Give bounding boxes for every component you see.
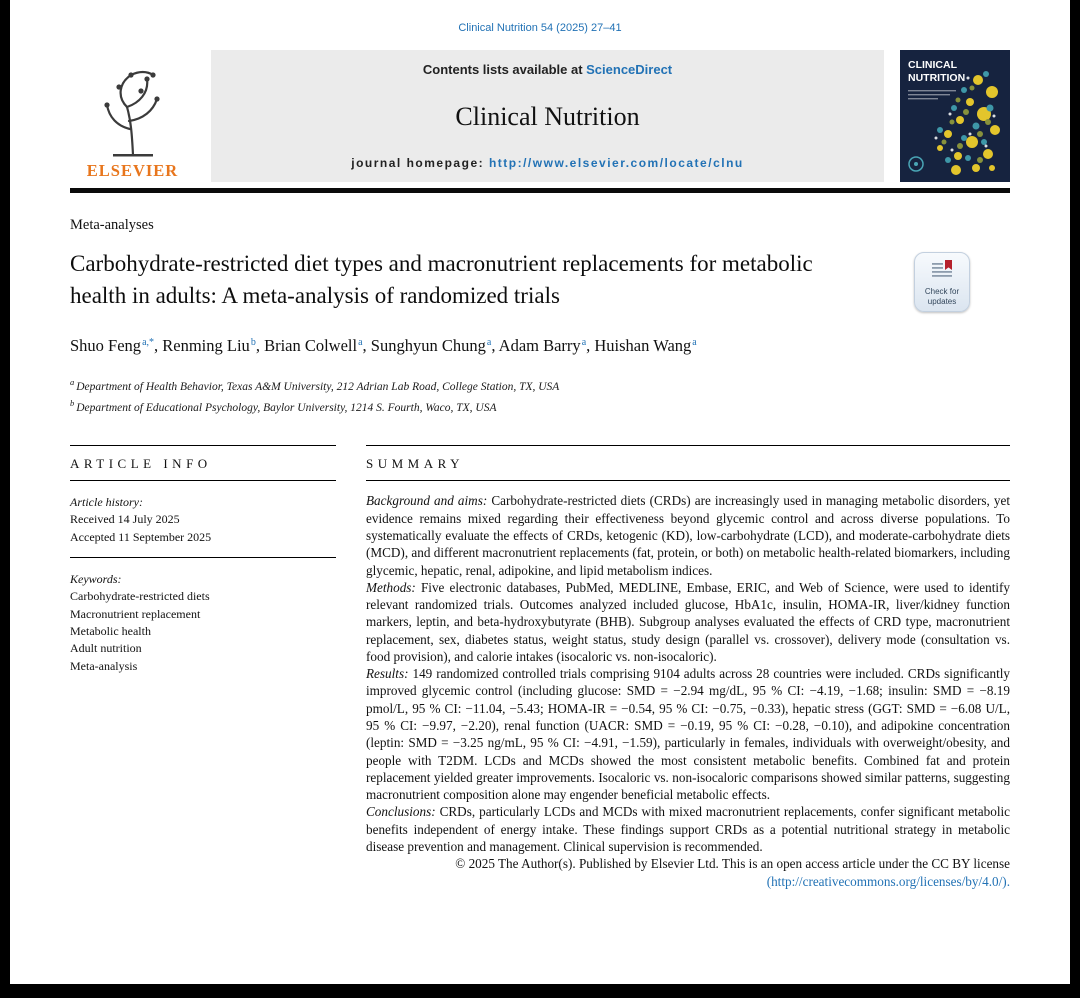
author-affiliation-marker: a [486,336,492,348]
author-affiliation-marker: a,* [142,336,155,348]
paragraph-text: 149 randomized controlled trials comprising 9104 adults across 28 countries were included. CRDs significantly improved glycemic control (including glucose: SMD = −2.94 mg/dL, 95 % CI: −4.19, −1.68; insulin: SMD = −8.19 pmol/L, 95 % CI: −11.04, −5.43; HOMA-IR = −0.54, 95 % CI: −0.75, −0.33), hepatic stress (GGT: SMD = −6.08 U/L, 95 % CI: −9.97, −2.20), renal function (UACR: SMD = −0.19, 95 % CI: −0.28, −0.10), and adipokine concentration (leptin: SMD = −3.25 ng/mL, 95 % CI: −4.91, −1.59), particularly in females, individuals with overweight/obesity, and people with T2DM. LCDs and MCDs showed the most consistent metabolic benefits. Combined fat and protein replacement yielded greater improvements. Isocaloric vs. non-isocaloric comparisons showed similar patterns, suggesting macronutrient composition alone may engender beneficial metabolic effects. [366,666,1011,803]
elsevier-logo [70,50,195,182]
keyword-item: Adult nutrition [70,641,142,656]
affiliations [70,376,1010,417]
paragraph-text: Carbohydrate-restricted diets (CRDs) are increasingly used in managing metabolic disorders, yet evidence remains mixed regarding their effectiveness beyond glycemic control and across diverse populations. To systematically evaluate the effects of CRDs, ketogenic (KD), low-carbohydrate (LCD), and moderate-carbohydrate diets (MCD), and different macronutrient replacements (fat, protein, or both) on metabolic health-related biomarkers, including glycemic, hepatic, renal, adipokine, and lipid metabolism indices. [366,493,1010,578]
paragraph-label: Methods: [366,579,416,595]
affiliation: $^a$ Department of Health Behavior, Texas A&M University, 212 Adrian Lab Road, College Station, TX, USA [70,377,560,393]
article-info-section [70,445,336,889]
author: Shuo Feng$^{a,*}$, [70,336,159,356]
elsevier-wordmark: ELSEVIER [86,161,179,180]
homepage-line [219,156,876,170]
author-list [70,334,810,358]
check-updates-label-line2: updates [927,296,957,306]
keyword-item: Metabolic health [70,623,151,638]
summary-paragraph-results [366,665,1010,803]
crossmark-icon [930,258,954,282]
homepage-prefix: journal homepage: [351,156,489,170]
article-info-heading: ARTICLE INFO [70,446,336,481]
summary-paragraph-methods [366,579,1010,665]
author: Adam Barry$^a$, [498,336,591,356]
copyright-line [366,855,1010,890]
cover-title-line2: NUTRITION [908,72,966,84]
summary-paragraph-conclusions [366,803,1010,855]
check-for-updates-badge[interactable] [914,252,970,312]
elsevier-tree-icon [89,63,177,159]
summary-section [366,445,1010,889]
author: Brian Colwell$^a$, [264,336,367,356]
author-affiliation-marker: a [581,336,587,348]
keyword-item: Macronutrient replacement [70,606,201,621]
history-item: Received 14 July 2025 [70,512,180,527]
author: Huishan Wang$^a$ [594,336,697,356]
paragraph-text: CRDs, particularly LCDs and MCDs with mixed macronutrient replacements, confer significant metabolic benefits independent of energy intake. These findings support CRDs as a potential nutritional strategy in metabolic disease prevention and management. Clinical supervision is recommended. [366,804,1011,855]
section-label: Meta-analyses [70,217,154,233]
paragraph-label: Background and aims: [366,493,488,509]
author-affiliation-marker: a [692,336,697,348]
paragraph-label: Conclusions: [366,804,436,820]
paper-page [10,0,1070,984]
summary-heading: SUMMARY [366,446,1010,481]
journal-cover-image [900,50,1010,182]
summary-paragraph-background [366,492,1010,578]
contents-line [219,62,876,77]
check-updates-label-line1: Check for [924,287,960,296]
affiliation: $^b$ Department of Educational Psychology, Baylor University, 1214 S. Fourth, Waco, TX, USA [70,397,497,414]
paragraph-text: Five electronic databases, PubMed, MEDLINE, Embase, ERIC, and Web of Science, were used to identify relevant randomized trials. Outcomes analyzed included glucose, HbA1c, insulin, HOMA-IR, liver/kidney function markers, leptin, and beta-hydroxybutyrate (BHB). Subgroup analyses evaluated the effects of CRD type, macronutrient replacement, sex, diabetes status, weight status, study design (parallel vs. crossover), delivery mode (consultation vs. food provision), and calorie intakes (isocaloric vs. non-isocaloric). [366,579,1011,664]
journal-header [70,50,1010,182]
copyright-text: © 2025 The Author(s). Published by Elsevier Ltd. This is an open access article under the CC BY license [455,856,1010,872]
keyword-item: Meta-analysis [70,658,138,673]
journal-name: Clinical Nutrition [455,101,640,131]
running-head-citation: Clinical Nutrition 54 (2025) 27–41 [458,22,622,34]
article-title: Carbohydrate-restricted diet types and macronutrient replacements for metabolic health in adults: A meta-analysis of randomized trials [70,251,813,308]
license-link[interactable]: (http://creativecommons.org/licenses/by/4.0/). [766,873,1010,889]
author-affiliation-marker: a [358,336,363,348]
author-affiliation-marker: b [250,336,256,348]
journal-cover [900,50,1010,182]
author: Renming Liu$^b$, [162,336,260,356]
author: Sunghyun Chung$^a$, [370,336,496,356]
article-history-label: Article history: [70,495,143,510]
journal-banner [211,50,884,182]
keywords-label: Keywords: [70,572,122,587]
contents-line-prefix: Contents lists available at [422,62,587,77]
journal-homepage-link[interactable]: http://www.elsevier.com/locate/clnu [488,156,744,170]
header-rule [70,188,1010,193]
keyword-item: Carbohydrate-restricted diets [70,589,210,604]
article-info-divider [70,557,336,558]
summary-body [366,492,1010,889]
history-item: Accepted 11 September 2025 [70,529,212,544]
paragraph-label: Results: [366,666,409,682]
cover-title-line1: CLINICAL [908,59,957,71]
sciencedirect-link[interactable]: ScienceDirect [586,62,673,77]
